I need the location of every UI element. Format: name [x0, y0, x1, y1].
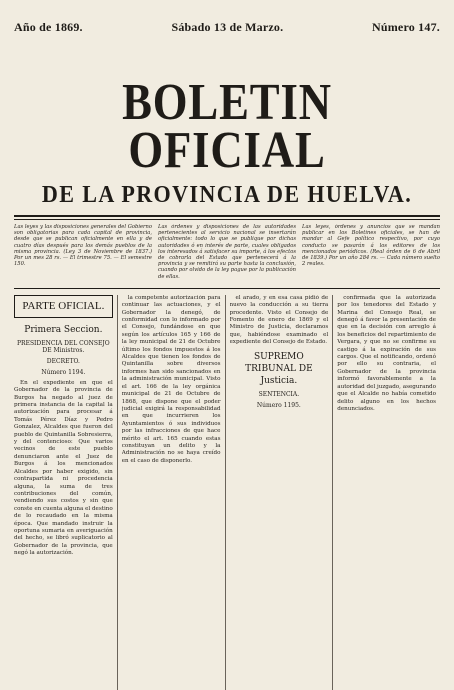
sentence-heading: SENTENCIA. — [258, 390, 300, 398]
issue-year: Año de 1869. — [14, 20, 83, 34]
notice-middle: Las órdenes y disposiciones de las autoridades pertenecientes al servicio nacional se insertarán oficialmente: todo lo que se publique por dichas autoridades ó en interés de parte, cuales obligados los interesados á satisfacer su importe, á los efectos de cobrarla del Estado que pertenecerá á la provincia y se remitirá su parte hasta la conclusión, cuando por olvido de la ley pague por la publicación de ellas. — [158, 224, 296, 280]
masthead-rule — [14, 215, 440, 217]
court-heading: SUPREMO TRIBUNAL DE Justicia. — [245, 351, 313, 386]
column-2 — [122, 295, 226, 690]
presidency-heading: PRESIDENCIA DEL CONSEJO DE Ministros. — [17, 339, 110, 354]
decree-heading: DECRETO. — [46, 357, 80, 365]
masthead-rule-thin — [14, 219, 440, 220]
issue-number: Número 147. — [372, 20, 440, 34]
column-3 — [230, 295, 334, 690]
article-columns — [14, 288, 440, 690]
column-4-text: confirmada que la autorizada por los tenedores del Estado y Marina del Consejo Real, se denegó á favor la presentación de que en la decisión con arreglo á los beneficios del repartimiento de Vergara, y que no se confirme su castigo á la expiración de sus cargos. Que el notificando, ordenó por ello su contraria, el Gobernador de la provincia informó favorablemente a la autoridad del juzgado, asegurando que el Alcalde no había cometido delito alguno en los hechos denunciados. — [337, 294, 436, 412]
column-1-text: En el expediente en que el Gobernador de la provincia de Burgos ha negado al juez de primera instancia de la capital la autorización para procesar á Tomás Pérez Díaz y Pedro Gonzalez, Alcaldes que fueron del pueblo de Quintanilla Sobresierra, y del contencioso: Que varios vecinos de este pueblo denunciaron ante el Juez de Burgos á los mencionados Alcaldes por haber exigido, sin contrapartida ni procedencia alguna, la suma de tres contribuciones del común, vendiendo sus costos y sin que conste en cuenta alguna el destino de lo recaudado en la misma época. Que mandado instruir la oportuna sumaria en averiguación del hecho, se libró suplicatorio al Gobernador de la provincia, que negó la autorización. — [14, 379, 113, 557]
notice-row — [14, 224, 440, 280]
issue-info-line — [14, 0, 440, 35]
section-subtitle: Primera Seccion. — [24, 324, 103, 335]
notice-left: Las leyes y las disposiciones generales del Gobierno son obligatorias para cada capital de provincia, desde que se publican oficialmente en ella y de cuatro días después para los demás pueblos de la misma provincia. (Ley 3 de Noviembre de 1837.) Por un mes 28 rs. — El trimestre 75. — El semestre 150. — [14, 224, 152, 268]
section-box: PARTE OFICIAL. — [14, 295, 113, 318]
masthead — [14, 74, 440, 209]
column-4 — [337, 295, 440, 690]
sentence-number: Número 1195. — [256, 401, 301, 409]
masthead-subtitle: DE LA PROVINCIA DE HUELVA. — [41, 182, 413, 208]
column-1 — [14, 295, 118, 690]
notice-right: Las leyes, órdenes y anuncios que se mandan publicar en los Boletines oficiales, se han de mandar al Gefe político respectivo, por cuyo conducto se pasarán á los editores de los mencionados periódicos. (Real órden de 6 de Abril de 1839.) Por un año 284 rs. — Cada número suelto 2 reales. — [302, 224, 440, 268]
masthead-title: BOLETIN OFICIAL — [122, 74, 332, 179]
issue-date: Sábado 13 de Marzo. — [171, 20, 284, 34]
decree-number: Número 1194. — [41, 368, 86, 376]
column-3-text: el arado, y en esa casa pidió de nuevo la conducción a su tierra procedente. Visto el Consejo de Fomento de enero de 1869 y el Ministro de Justicia, declaramos que, habiéndose examinado el expediente del Consejo de Estado. — [229, 294, 329, 346]
column-2-text: la competente autorización para continuar las actuaciones, y el Gobernador la denegó, de conformidad con lo informado por el Consejo, fundándose en que según los artículos 165 y 166 de la ley municipal de 21 de Octubre último los fondos impuestos á los Alcaldes que tienen los fondos de Quintanilla sobre diversos informes han sido sancionados en la administración municipal. Visto el art. 166 de la ley orgánica municipal de 21 de Octubre de 1868, que dispone que el poder judicial exigirá la responsabilidad en que incurrieren los Ayuntamientos ó sus individuos por las infracciones de que hace mérito el art. 165 cuando estas constituyan un delito y la Administración no se haya creído en el caso de disponerlo. — [121, 294, 221, 464]
